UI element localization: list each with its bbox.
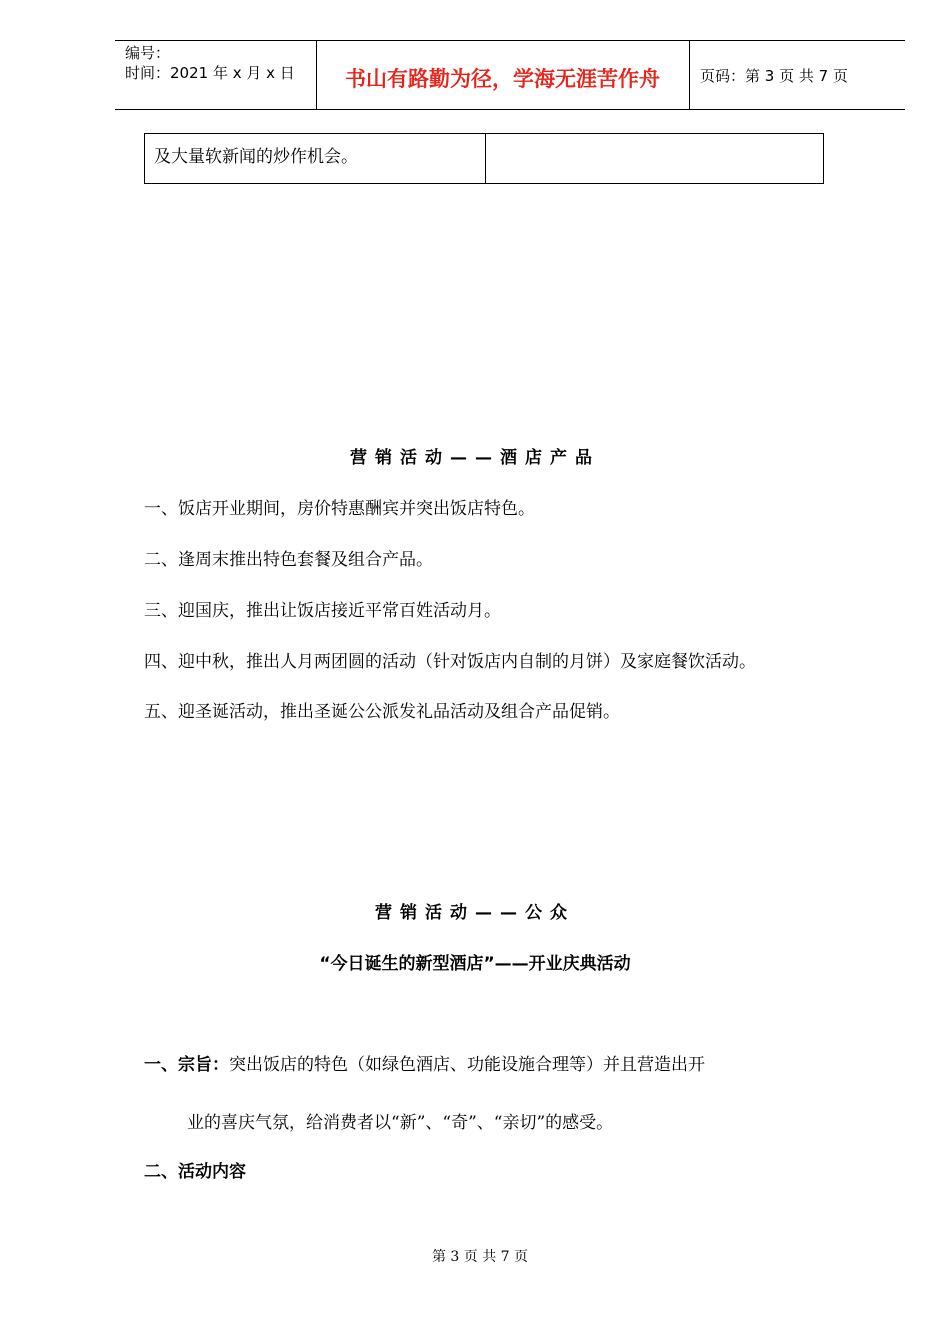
- table-cell-left: 及大量软新闻的炒作机会。: [154, 147, 358, 167]
- section-title-hotel-products: 营销活动——酒店产品: [350, 448, 600, 468]
- purpose-heading: 一、宗旨：: [144, 1055, 229, 1075]
- list-item: 五、迎圣诞活动，推出圣诞公公派发礼品活动及组合产品促销。: [144, 702, 620, 722]
- header-meta: [125, 43, 295, 83]
- continued-table: [144, 133, 824, 184]
- activity-content-heading: 二、活动内容: [144, 1162, 246, 1182]
- page-header: [115, 40, 905, 110]
- header-divider: [689, 41, 690, 109]
- section-subtitle: “今日诞生的新型酒店”——开业庆典活动: [319, 954, 631, 974]
- list-item: 三、迎国庆，推出让饭店接近平常百姓活动月。: [144, 601, 501, 621]
- section-title-public: 营销活动——公众: [375, 903, 575, 923]
- list-item: 二、逢周末推出特色套餐及组合产品。: [144, 550, 433, 570]
- document-date-label: 时间：2021 年 x 月 x 日: [125, 64, 295, 82]
- page-footer: 第 3 页 共 7 页: [431, 1249, 529, 1265]
- list-item: 一、饭店开业期间，房价特惠酬宾并突出饭店特色。: [144, 499, 535, 519]
- purpose-text-continued: 业的喜庆气氛，给消费者以“新”、“奇”、“亲切”的感受。: [187, 1113, 614, 1133]
- purpose-text: 突出饭店的特色（如绿色酒店、功能设施合理等）并且营造出开: [229, 1055, 705, 1075]
- table-column-divider: [485, 134, 486, 183]
- header-page-number: 页码：第 3 页 共 7 页: [700, 67, 848, 85]
- purpose-paragraph: [144, 1050, 705, 1075]
- list-item: 四、迎中秋，推出人月两团圆的活动（针对饭店内自制的月饼）及家庭餐饮活动。: [144, 652, 756, 672]
- header-motto: 书山有路勤为径，学海无涯苦作舟: [345, 67, 660, 91]
- document-number-label: 编号：: [125, 44, 171, 62]
